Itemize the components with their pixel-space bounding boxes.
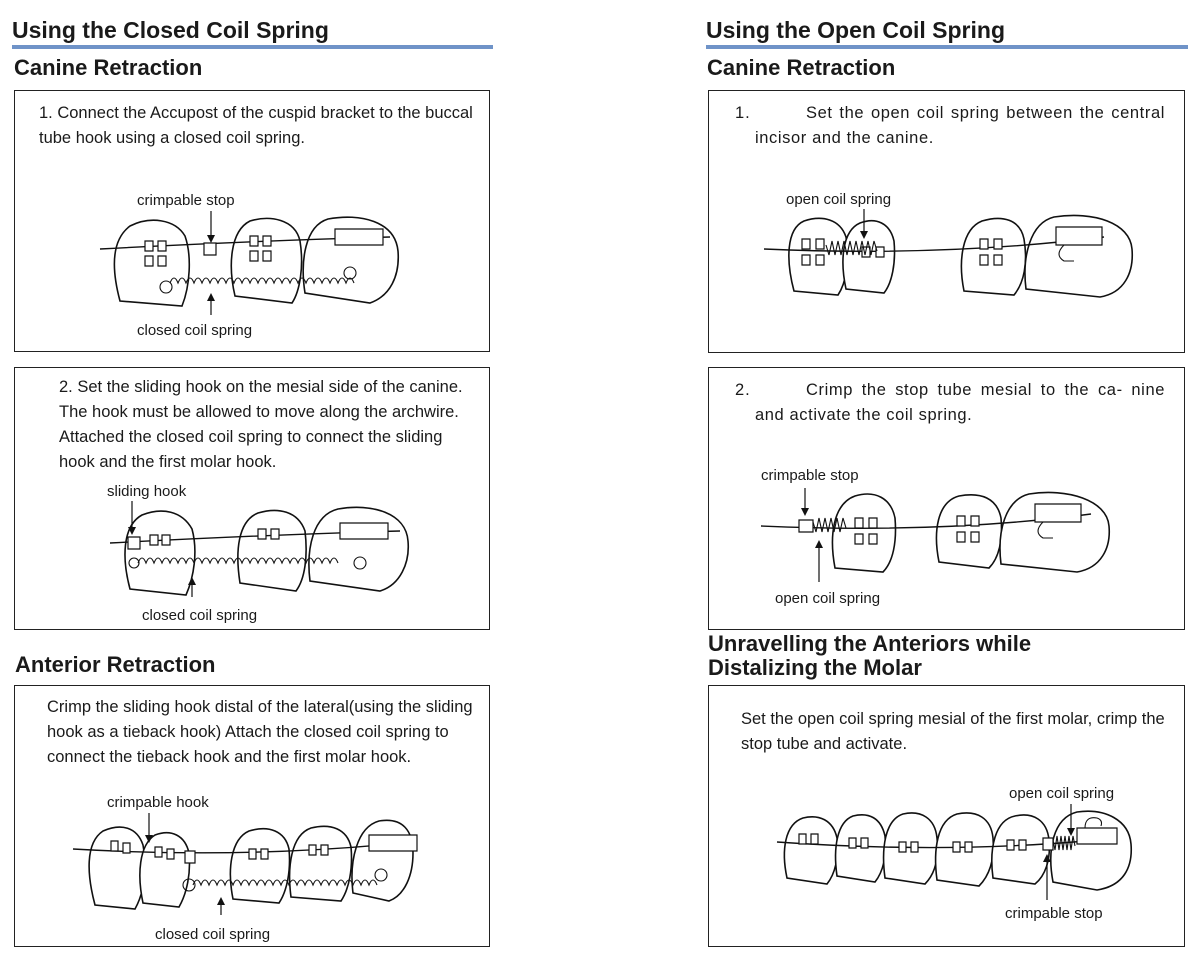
left-title-rule xyxy=(12,45,493,49)
right-panel-step1 xyxy=(708,90,1185,353)
right-step2-label-open-coil: open coil spring xyxy=(775,590,881,607)
left-step2-label-closed-coil: closed coil spring xyxy=(142,607,258,624)
right-step2-text: Crimp the stop tube mesial to the ca- nine and activate the coil spring. xyxy=(755,381,1165,424)
right-step3-label-open-coil: open coil spring xyxy=(1009,785,1115,802)
right-step1-text: Set the open coil spring between the central incisor and the canine. xyxy=(755,104,1165,147)
left-panel-step3 xyxy=(14,685,490,947)
left-step3-illustration xyxy=(73,813,413,919)
right-subtitle-unravelling xyxy=(708,632,1031,680)
right-step3-illustration xyxy=(777,804,1137,904)
left-step2-label-sliding-hook: sliding hook xyxy=(107,483,187,500)
right-step2-illustration xyxy=(761,486,1111,586)
right-subtitle-line2: Distalizing the Molar xyxy=(708,655,922,680)
left-panel-step1 xyxy=(14,90,490,352)
left-step1-label-crimpable-stop: crimpable stop xyxy=(137,192,235,209)
right-step2-label-crimpable-stop: crimpable stop xyxy=(761,467,859,484)
right-step3-text: Set the open coil spring mesial of the first molar, crimp the stop tube and activate. xyxy=(741,710,1165,753)
right-subtitle-canine: Canine Retraction xyxy=(707,55,896,80)
left-step3-label-closed-coil: closed coil spring xyxy=(155,926,271,943)
right-step1-number: 1. xyxy=(735,104,751,122)
left-step2-illustration xyxy=(110,501,410,601)
left-step1-text: 1. Connect the Accupost of the cuspid bracket to the buccal tube hook using a closed coil spring. xyxy=(39,104,473,147)
left-title: Using the Closed Coil Spring xyxy=(12,17,329,43)
left-panel-step2 xyxy=(14,367,490,630)
left-step3-label-crimpable-hook: crimpable hook xyxy=(107,794,209,811)
left-subtitle-canine: Canine Retraction xyxy=(14,55,203,80)
right-title-rule xyxy=(706,45,1188,49)
right-step1-label-open-coil: open coil spring xyxy=(786,191,892,208)
right-panel-step2 xyxy=(708,367,1185,630)
left-step3-text: Crimp the sliding hook distal of the lateral(using the sliding hook as a tieback hook) Attach the closed coil spring to connect the tieback hook and the first molar hook. xyxy=(47,698,473,766)
left-step1-label-closed-coil: closed coil spring xyxy=(137,322,253,339)
right-step3-label-crimpable-stop: crimpable stop xyxy=(1005,905,1103,922)
right-panel-step3 xyxy=(708,685,1185,947)
left-step2-text: 2. Set the sliding hook on the mesial side of the canine. The hook must be allowed to move along the archwire. Attached the closed coil spring to connect the sliding hook and the first molar hook. xyxy=(59,378,463,471)
left-subtitle-anterior: Anterior Retraction xyxy=(15,652,216,677)
left-step1-illustration xyxy=(100,211,400,319)
right-step1-illustration xyxy=(764,209,1134,305)
right-step2-number: 2. xyxy=(735,381,751,399)
right-title: Using the Open Coil Spring xyxy=(706,17,1005,43)
right-subtitle-line1: Unravelling the Anteriors while xyxy=(708,631,1032,656)
